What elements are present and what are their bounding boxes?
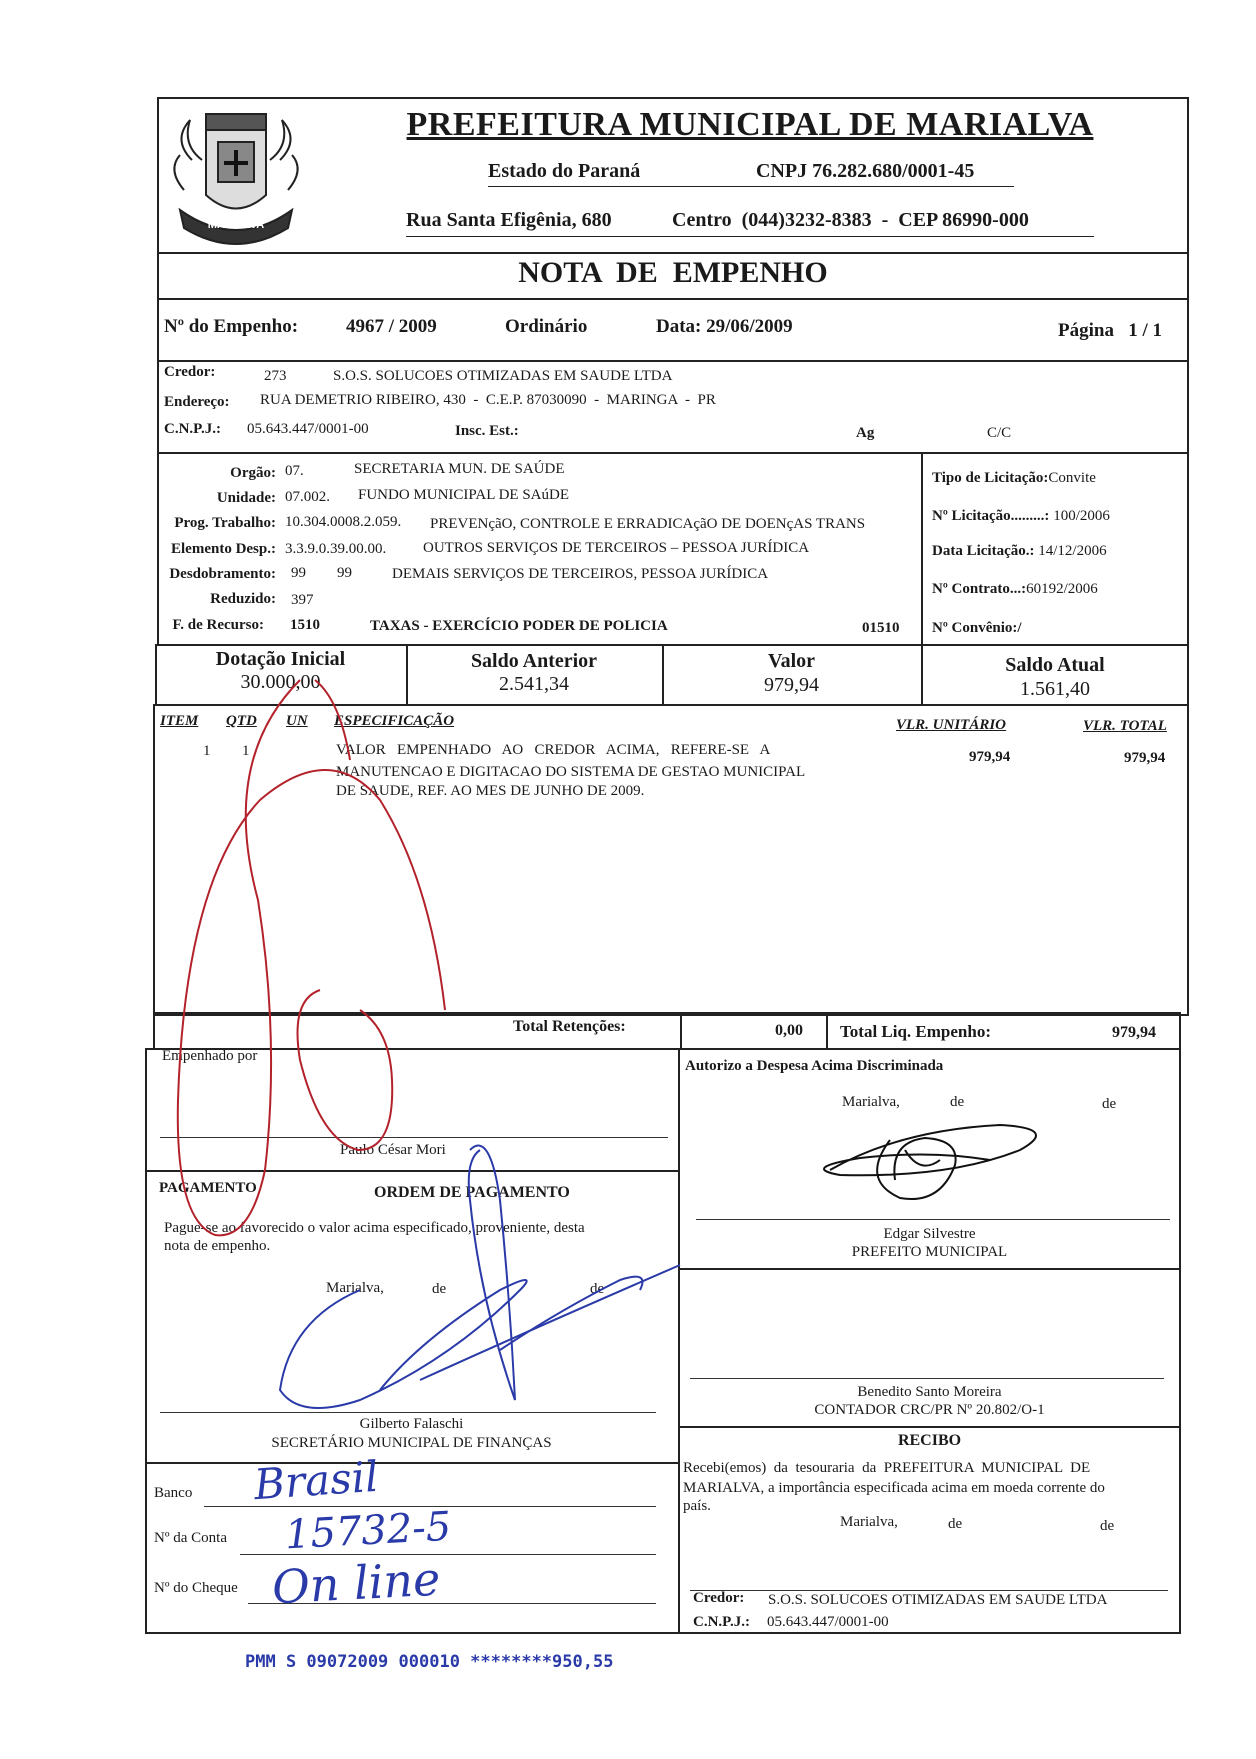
conta-handwritten: 15732-5 [283, 1503, 453, 1559]
elemento-name: OUTROS SERVIÇOS DE TERCEIROS – PESSOA JURÍDICA [423, 540, 810, 556]
municipal-crest [162, 100, 310, 250]
payment-stamp: PMM S 09072009 000010 ********950,55 [245, 1652, 614, 1672]
pagamento-divider [145, 1170, 678, 1172]
cc-label: C/C [987, 425, 1012, 441]
cheque-label: Nº do Cheque [154, 1580, 238, 1596]
col-un: UN [286, 713, 308, 729]
secretario-name: Gilberto Falaschi [359, 1416, 464, 1432]
saldo-anterior-value: 2.541,34 [499, 673, 569, 695]
licitacao-num-label: Nº Licitação.........: [932, 508, 1050, 524]
row-spec-line-3: DE SAUDE, REF. AO MES DE JUNHO DE 2009. [336, 783, 645, 799]
crest-label: MARIALVA [207, 219, 265, 231]
recibo-credor-label: Credor: [693, 1590, 745, 1606]
recibo-label: RECIBO [897, 1432, 962, 1449]
contador-name: Benedito Santo Moreira [857, 1384, 1002, 1400]
col-unit: VLR. UNITÁRIO [896, 717, 1007, 733]
banco-label: Banco [154, 1485, 193, 1501]
contador-divider [678, 1268, 1181, 1270]
dotacao-label: Dotação Inicial [215, 648, 346, 670]
ordem-pagamento-label: ORDEM DE PAGAMENTO [374, 1184, 570, 1201]
header-underline-1 [488, 186, 1014, 187]
lower-divider [678, 1048, 680, 1634]
recibo-text-1: Recebi(emos) da tesouraria da PREFEITURA MUNICIPAL DE [683, 1460, 1091, 1476]
unidade-code: 07.002. [285, 489, 330, 505]
empenhado-signature-line [160, 1137, 668, 1138]
unidade-name: FUNDO MUNICIPAL DE SAúDE [358, 487, 569, 503]
dotacao-divider [921, 452, 923, 646]
dotacao-value: 30.000,00 [240, 671, 321, 693]
totals-row [153, 1012, 1181, 1050]
desdobramento-label: Desdobramento: [169, 566, 276, 582]
reduzido-label: Reduzido: [210, 591, 276, 607]
licitacao-tipo [932, 470, 1096, 487]
licitacao-num-value: 100/2006 [1053, 508, 1110, 524]
recibo-de-2: de [1100, 1518, 1115, 1534]
state-name: Estado do Paraná [488, 160, 641, 182]
page-number: Página 1 / 1 [1058, 320, 1162, 341]
municipality-title: PREFEITURA MUNICIPAL DE MARIALVA [406, 106, 1094, 143]
recibo-cnpj-value: 05.643.447/0001-00 [767, 1614, 889, 1630]
recurso-name: TAXAS - EXERCÍCIO PODER DE POLICIA [370, 618, 668, 634]
orgao-code: 07. [285, 463, 304, 479]
prog-code: 10.304.0008.2.059. [285, 514, 402, 530]
empenho-type: Ordinário [505, 316, 588, 337]
banco-handwritten: Brasil [252, 1451, 380, 1510]
recibo-divider [678, 1426, 1181, 1428]
contrato-value: 60192/2006 [1026, 581, 1098, 597]
pague-text-1: Pague-se ao favorecido o valor acima especificado, proveniente, desta [164, 1220, 585, 1236]
row-qtd: 1 [242, 743, 250, 759]
pagamento-de-1: de [432, 1281, 447, 1297]
saldo-atual-label: Saldo Atual [1005, 654, 1105, 676]
credor-cnpj: 05.643.447/0001-00 [247, 421, 369, 437]
empenhado-name: Paulo César Mori [340, 1142, 446, 1158]
row-item: 1 [203, 743, 211, 759]
recibo-city: Marialva, [840, 1514, 898, 1530]
unidade-label: Unidade: [216, 490, 276, 506]
licitacao-data [932, 543, 1107, 560]
elemento-label: Elemento Desp.: [171, 541, 276, 557]
prog-label: Prog. Trabalho: [174, 515, 276, 531]
secretario-title: SECRETÁRIO MUNICIPAL DE FINANÇAS [271, 1435, 552, 1451]
row-total-value: 979,94 [1124, 750, 1166, 766]
header-cnpj: CNPJ 76.282.680/0001-45 [756, 160, 975, 182]
autorizo-de-2: de [1102, 1096, 1117, 1112]
row-unit-value: 979,94 [969, 749, 1011, 765]
autorizo-city: Marialva, [842, 1094, 900, 1110]
reduzido-value: 397 [291, 592, 314, 608]
pagamento-label: PAGAMENTO [159, 1180, 257, 1196]
empenho-label: Nº do Empenho: [164, 316, 299, 337]
recurso-label: F. de Recurso: [172, 617, 264, 633]
pagamento-city: Marialva, [326, 1280, 384, 1296]
tipo-value: Convite [1048, 470, 1096, 486]
totals-divider-2 [826, 1012, 828, 1050]
autorizo-de-1: de [950, 1094, 965, 1110]
desdobramento-code-1: 99 [291, 565, 306, 581]
col-qtd: QTD [226, 713, 257, 729]
header-underline-2 [406, 236, 1094, 237]
licitacao-data-value: 14/12/2006 [1038, 543, 1107, 559]
contrato [932, 581, 1098, 598]
insc-label: Insc. Est.: [455, 423, 519, 439]
banco-divider [145, 1462, 678, 1464]
prefeito-signature-line [696, 1219, 1170, 1220]
valor-value: 979,94 [764, 674, 819, 696]
orgao-name: SECRETARIA MUN. DE SAÚDE [354, 461, 565, 477]
address-label: Endereço: [164, 394, 230, 410]
convenio-label: Nº Convênio:/ [932, 620, 1022, 636]
recurso-code-2: 01510 [862, 620, 900, 636]
ag-label: Ag [856, 425, 875, 441]
prog-name: PREVENçãO, CONTROLE E ERRADICAçãO DE DOENçAS TRANS [430, 516, 866, 532]
contador-signature-line [690, 1378, 1164, 1379]
saldo-anterior-label: Saldo Anterior [470, 650, 598, 672]
desdobramento-code-2: 99 [337, 565, 352, 581]
secretario-signature-line [160, 1412, 656, 1413]
retencoes-label: Total Retenções: [513, 1018, 626, 1035]
recibo-signature-line [690, 1590, 1168, 1591]
row-spec-line-1: VALOR EMPENHADO AO CREDOR ACIMA, REFERE-SE A [336, 742, 771, 758]
valor-label: Valor [767, 650, 816, 672]
header-contact: Centro (044)3232-8383 - CEP 86990-000 [672, 209, 1029, 231]
pague-text-2: nota de empenho. [164, 1238, 271, 1254]
liquido-value: 979,94 [1112, 1024, 1156, 1041]
row-spec-line-2: MANUTENCAO E DIGITACAO DO SISTEMA DE GESTAO MUNICIPAL [336, 764, 806, 780]
recibo-cnpj-label: C.N.P.J.: [693, 1614, 750, 1630]
col-total: VLR. TOTAL [1083, 718, 1167, 734]
cheque-handwritten: On line [270, 1551, 442, 1615]
cnpj-label: C.N.P.J.: [164, 421, 221, 437]
saldo-atual-value: 1.561,40 [1020, 678, 1090, 700]
contrato-label: Nº Contrato...: [932, 581, 1027, 597]
recibo-text-3: país. [683, 1498, 711, 1514]
conta-label: Nº da Conta [154, 1530, 227, 1546]
liquido-label: Total Liq. Empenho: [840, 1022, 991, 1041]
licitacao-numero [932, 508, 1110, 525]
tipo-label: Tipo de Licitação: [932, 470, 1049, 486]
recibo-text-2: MARIALVA, a importância especificada acima em moeda corrente do [683, 1480, 1105, 1496]
credor-label: Credor: [164, 364, 216, 380]
credor-name: S.O.S. SOLUCOES OTIMIZADAS EM SAUDE LTDA [333, 368, 673, 384]
autorizo-label: Autorizo a Despesa Acima Discriminada [685, 1058, 944, 1074]
document-title: NOTA DE EMPENHO [518, 256, 828, 289]
licitacao-data-label: Data Licitação.: [932, 543, 1035, 559]
pagamento-de-2: de [590, 1281, 605, 1297]
empenho-date: Data: 29/06/2009 [656, 316, 793, 337]
credor-address: RUA DEMETRIO RIBEIRO, 430 - C.E.P. 87030090 - MARINGA - PR [260, 392, 716, 408]
prefeito-name: Edgar Silvestre [883, 1226, 976, 1242]
col-item: ITEM [160, 713, 199, 729]
recurso-code: 1510 [290, 617, 320, 633]
empenho-number: 4967 / 2009 [346, 316, 437, 337]
header-address: Rua Santa Efigênia, 680 [406, 209, 612, 231]
col-spec: ESPECIFICAÇÃO [334, 713, 455, 729]
empenhado-label: Empenhado por [162, 1048, 258, 1064]
elemento-code: 3.3.9.0.39.00.00. [285, 541, 387, 557]
recibo-de-1: de [948, 1516, 963, 1532]
contador-title: CONTADOR CRC/PR Nº 20.802/O-1 [814, 1402, 1045, 1418]
recibo-credor-name: S.O.S. SOLUCOES OTIMIZADAS EM SAUDE LTDA [768, 1592, 1108, 1608]
desdobramento-name: DEMAIS SERVIÇOS DE TERCEIROS, PESSOA JURÍDICA [392, 566, 769, 582]
totals-divider-1 [680, 1012, 682, 1050]
orgao-label: Orgão: [230, 465, 276, 481]
prefeito-title: PREFEITO MUNICIPAL [851, 1244, 1008, 1260]
credor-code: 273 [264, 368, 287, 384]
retencoes-value: 0,00 [775, 1022, 803, 1039]
